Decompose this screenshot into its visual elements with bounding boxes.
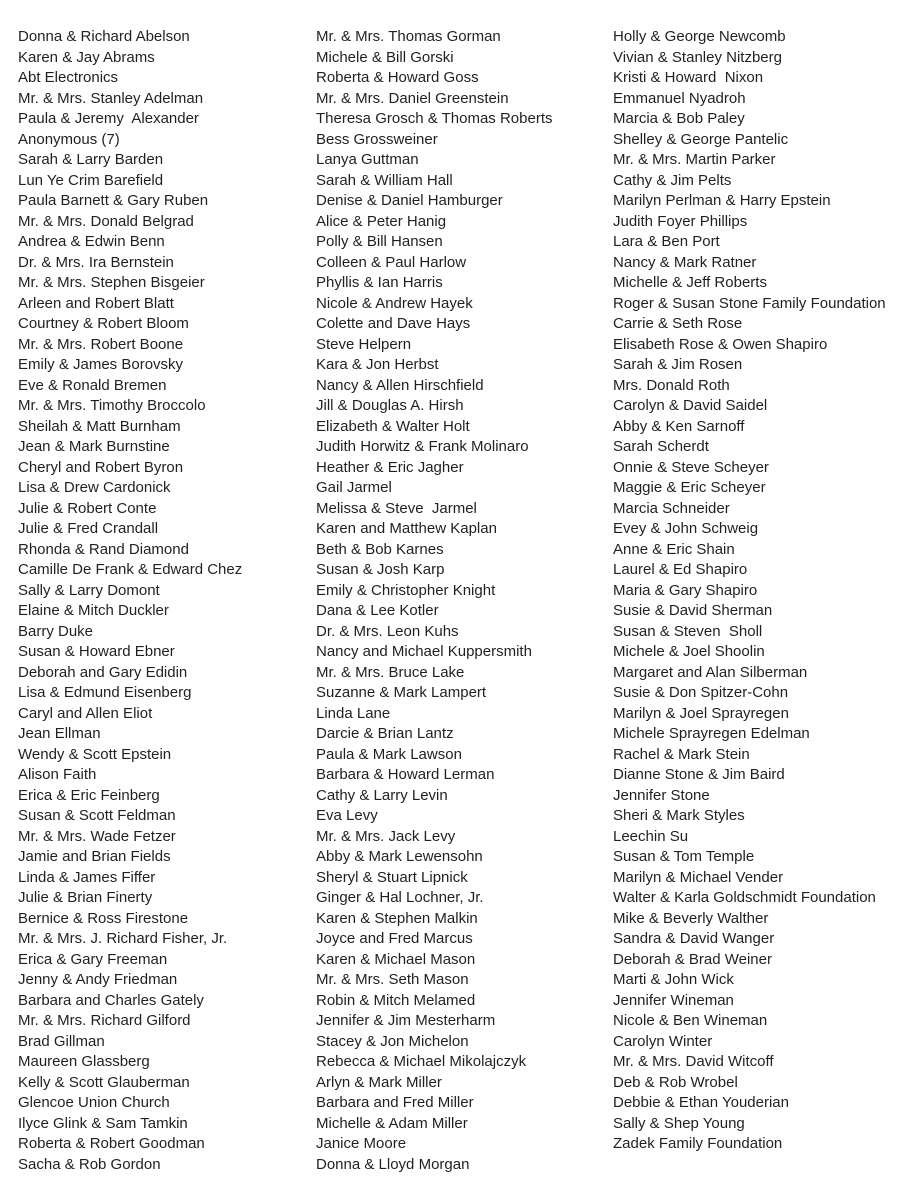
- donor-name: Alison Faith: [18, 766, 97, 783]
- donor-name: Sacha & Rob Gordon: [18, 1155, 161, 1173]
- donor-name: Dr. & Mrs. Ira Bernstein: [18, 253, 174, 271]
- donor-name: Mr. & Mrs. Bruce Lake: [316, 663, 465, 681]
- donor-name: Mrs. Donald Roth: [613, 376, 730, 394]
- donor-name: Kara & Jon Herbst: [316, 356, 439, 373]
- donor-name: Michelle & Jeff Roberts: [613, 274, 767, 291]
- donor-name: Emily & Christopher Knight: [316, 581, 496, 599]
- donor-name: Eva Levy: [316, 807, 378, 824]
- donor-name: Melissa & Steve Jarmel: [316, 499, 477, 517]
- donor-name: Evey & John Schweig: [613, 520, 759, 537]
- donor-name: Debbie & Ethan Youderian: [613, 1094, 789, 1111]
- donor-name: Robin & Mitch Melamed: [316, 991, 476, 1009]
- donor-name: Karen & Michael Mason: [316, 950, 476, 968]
- donor-name: Abby & Mark Lewensohn: [316, 848, 483, 865]
- donor-name: Darcie & Brian Lantz: [316, 725, 454, 742]
- donor-name: Marilyn & Michael Vender: [613, 868, 784, 886]
- donor-name: Dr. & Mrs. Leon Kuhs: [316, 622, 459, 640]
- donor-name: Maureen Glassberg: [18, 1053, 150, 1070]
- donor-name: Mr. & Mrs. Thomas Gorman: [316, 28, 501, 45]
- donor-name: Colleen & Paul Harlow: [316, 253, 467, 271]
- donor-column-2: [316, 27, 552, 1175]
- donor-name: Susie & Don Spitzer-Cohn: [613, 684, 789, 701]
- donor-name: Donna & Lloyd Morgan: [316, 1155, 470, 1173]
- donor-name: Anne & Eric Shain: [613, 540, 735, 558]
- donor-name: Kristi & Howard Nixon: [613, 69, 764, 86]
- donor-name: Jenny & Andy Friedman: [18, 971, 178, 988]
- donor-name: Mr. & Mrs. J. Richard Fisher, Jr.: [18, 930, 228, 947]
- donor-name: Denise & Daniel Hamburger: [316, 192, 503, 209]
- donor-name: Elizabeth & Walter Holt: [316, 417, 470, 435]
- donor-name: Joyce and Fred Marcus: [316, 930, 473, 947]
- donor-name: Carrie & Seth Rose: [613, 315, 743, 332]
- donor-name: Elaine & Mitch Duckler: [18, 602, 169, 619]
- donor-name: Marilyn Perlman & Harry Epstein: [613, 192, 831, 209]
- donor-name: Ilyce Glink & Sam Tamkin: [18, 1114, 188, 1132]
- donor-name: Roberta & Robert Goodman: [18, 1135, 205, 1152]
- donor-name: Margaret and Alan Silberman: [613, 663, 808, 681]
- donor-name: Deborah & Brad Weiner: [613, 950, 772, 968]
- donor-name: Sarah & Jim Rosen: [613, 356, 743, 373]
- donor-name: Onnie & Steve Scheyer: [613, 458, 769, 476]
- donor-name: Karen & Jay Abrams: [18, 48, 155, 66]
- donor-name: Walter & Karla Goldschmidt Foundation: [613, 889, 876, 906]
- donor-name: Karen & Stephen Malkin: [316, 909, 478, 927]
- donor-name: Mr. & Mrs. Donald Belgrad: [18, 212, 194, 230]
- donor-name: Holly & George Newcomb: [613, 28, 786, 45]
- donor-name: Arlyn & Mark Miller: [316, 1073, 442, 1091]
- donor-name: Jean Ellman: [18, 725, 101, 742]
- donor-name: Emily & James Borovsky: [18, 356, 184, 373]
- donor-name: Susan & Steven Sholl: [613, 622, 763, 640]
- donor-name: Sarah Scherdt: [613, 438, 709, 455]
- donor-name: Nancy and Michael Kuppersmith: [316, 643, 532, 660]
- donor-name: Polly & Bill Hansen: [316, 233, 443, 250]
- donor-name: Jill & Douglas A. Hirsh: [316, 397, 464, 414]
- donor-name: Sarah & Larry Barden: [18, 151, 164, 168]
- donor-name: Mr. & Mrs. Daniel Greenstein: [316, 89, 509, 107]
- donor-name: Michele & Joel Shoolin: [613, 643, 765, 660]
- donor-name: Courtney & Robert Bloom: [18, 315, 189, 332]
- donor-name: Vivian & Stanley Nitzberg: [613, 48, 782, 66]
- donor-name: Julie & Brian Finerty: [18, 889, 153, 906]
- donor-name: Carolyn & David Saidel: [613, 397, 768, 414]
- donor-name: Lun Ye Crim Barefield: [18, 171, 164, 189]
- donor-name: Erica & Eric Feinberg: [18, 786, 160, 804]
- donor-name: Leechin Su: [613, 827, 689, 845]
- donor-name: Barbara & Howard Lerman: [316, 766, 495, 783]
- donor-name: Barbara and Charles Gately: [18, 991, 204, 1009]
- donor-name: Jennifer Wineman: [613, 991, 734, 1009]
- donor-name: Jean & Mark Burnstine: [18, 438, 170, 455]
- donor-name: Camille De Frank & Edward Chez: [18, 561, 243, 578]
- donor-name: Alice & Peter Hanig: [316, 212, 447, 230]
- donor-name: Mr. & Mrs. Stephen Bisgeier: [18, 274, 205, 291]
- donor-name: Sarah & William Hall: [316, 171, 453, 189]
- donor-name: Janice Moore: [316, 1135, 407, 1152]
- donor-name: Nancy & Allen Hirschfield: [316, 376, 484, 394]
- donor-name: Abby & Ken Sarnoff: [613, 417, 745, 435]
- donor-column-1: [18, 27, 242, 1175]
- donor-name: Nancy & Mark Ratner: [613, 253, 757, 271]
- donor-name: Susan & Tom Temple: [613, 848, 755, 865]
- donor-name: Linda Lane: [316, 704, 391, 722]
- donor-name: Cathy & Jim Pelts: [613, 171, 732, 189]
- donor-name: Jennifer Stone: [613, 786, 710, 804]
- donor-name: Judith Foyer Phillips: [613, 212, 748, 230]
- donor-name: Marcia Schneider: [613, 499, 730, 517]
- donor-name: Paula & Jeremy Alexander: [18, 110, 199, 127]
- donor-name: Paula & Mark Lawson: [316, 745, 462, 763]
- donor-name: Sheilah & Matt Burnham: [18, 417, 181, 435]
- donor-name: Mr. & Mrs. David Witcoff: [613, 1053, 774, 1070]
- donor-name: Kelly & Scott Glauberman: [18, 1073, 190, 1091]
- donor-name: Barry Duke: [18, 622, 94, 640]
- donor-name: Lisa & Edmund Eisenberg: [18, 684, 192, 701]
- donor-name: Karen and Matthew Kaplan: [316, 520, 497, 537]
- donor-name: Dana & Lee Kotler: [316, 602, 439, 619]
- donor-name: Roger & Susan Stone Family Foundation: [613, 294, 886, 312]
- donor-name: Judith Horwitz & Frank Molinaro: [316, 438, 529, 455]
- donor-name: Mr. & Mrs. Robert Boone: [18, 335, 184, 353]
- donor-name: Heather & Eric Jagher: [316, 458, 464, 476]
- donor-name: Mr. & Mrs. Stanley Adelman: [18, 89, 204, 107]
- donor-name: Mike & Beverly Walther: [613, 909, 769, 927]
- donor-name: Sheri & Mark Styles: [613, 807, 745, 824]
- donor-name: Michele Sprayregen Edelman: [613, 725, 810, 742]
- donor-name: Jamie and Brian Fields: [18, 848, 171, 865]
- donor-name: Mr. & Mrs. Seth Mason: [316, 971, 469, 988]
- donor-name: Andrea & Edwin Benn: [18, 233, 165, 250]
- donor-name: Susan & Howard Ebner: [18, 643, 175, 660]
- donor-name: Cheryl and Robert Byron: [18, 458, 184, 476]
- donor-name: Steve Helpern: [316, 335, 412, 353]
- donor-name: Mr. & Mrs. Jack Levy: [316, 827, 456, 845]
- donor-name: Marcia & Bob Paley: [613, 110, 745, 127]
- donor-name: Nicole & Ben Wineman: [613, 1012, 768, 1029]
- donor-name: Mr. & Mrs. Martin Parker: [613, 151, 776, 168]
- donor-name: Theresa Grosch & Thomas Roberts: [316, 110, 553, 127]
- donor-name: Suzanne & Mark Lampert: [316, 684, 487, 701]
- donor-name: Maria & Gary Shapiro: [613, 581, 758, 599]
- donor-name: Brad Gillman: [18, 1032, 105, 1050]
- donor-name: Bernice & Ross Firestone: [18, 909, 189, 927]
- donor-name: Zadek Family Foundation: [613, 1135, 783, 1152]
- donor-name: Barbara and Fred Miller: [316, 1094, 474, 1111]
- donor-name: Phyllis & Ian Harris: [316, 274, 443, 291]
- donor-name: Glencoe Union Church: [18, 1094, 170, 1111]
- donor-name: Sally & Larry Domont: [18, 581, 160, 599]
- donor-name: Michelle & Adam Miller: [316, 1114, 468, 1132]
- donor-name: Laurel & Ed Shapiro: [613, 561, 748, 578]
- donor-name: Deb & Rob Wrobel: [613, 1073, 738, 1091]
- donor-name: Rhonda & Rand Diamond: [18, 540, 189, 558]
- donor-name: Marti & John Wick: [613, 971, 734, 988]
- donor-name: Rebecca & Michael Mikolajczyk: [316, 1053, 527, 1070]
- donor-name: Eve & Ronald Bremen: [18, 376, 167, 394]
- donor-name: Caryl and Allen Eliot: [18, 704, 153, 722]
- donor-name: Mr. & Mrs. Wade Fetzer: [18, 827, 176, 845]
- donor-name: Sally & Shep Young: [613, 1114, 745, 1132]
- donor-name: Marilyn & Joel Sprayregen: [613, 704, 789, 722]
- donor-name: Abt Electronics: [18, 69, 119, 86]
- donor-name: Lara & Ben Port: [613, 233, 720, 250]
- donor-name: Susie & David Sherman: [613, 602, 773, 619]
- donor-name: Ginger & Hal Lochner, Jr.: [316, 889, 484, 906]
- donor-name: Sheryl & Stuart Lipnick: [316, 868, 468, 886]
- donor-name: Wendy & Scott Epstein: [18, 745, 172, 763]
- donor-name: Michele & Bill Gorski: [316, 48, 454, 66]
- donor-name: Anonymous (7): [18, 130, 120, 148]
- donor-name: Susan & Josh Karp: [316, 561, 445, 578]
- donor-name: Lisa & Drew Cardonick: [18, 479, 171, 496]
- donor-name: Emmanuel Nyadroh: [613, 89, 746, 107]
- donor-name: Nicole & Andrew Hayek: [316, 294, 473, 312]
- donor-name: Jennifer & Jim Mesterharm: [316, 1012, 496, 1029]
- donor-name: Susan & Scott Feldman: [18, 807, 176, 824]
- donor-name: Cathy & Larry Levin: [316, 786, 448, 804]
- donor-name: Julie & Fred Crandall: [18, 520, 159, 537]
- donor-name: Dianne Stone & Jim Baird: [613, 766, 785, 783]
- donor-name: Donna & Richard Abelson: [18, 28, 190, 45]
- donor-name: Arleen and Robert Blatt: [18, 294, 174, 312]
- donor-name: Rachel & Mark Stein: [613, 745, 750, 763]
- donor-name: Mr. & Mrs. Richard Gilford: [18, 1012, 191, 1029]
- donor-name: Carolyn Winter: [613, 1032, 713, 1050]
- donor-name: Gail Jarmel: [316, 479, 392, 496]
- donor-name: Paula Barnett & Gary Ruben: [18, 192, 209, 209]
- donor-name: Maggie & Eric Scheyer: [613, 479, 766, 496]
- donor-name: Elisabeth Rose & Owen Shapiro: [613, 335, 828, 353]
- donor-name: Beth & Bob Karnes: [316, 540, 444, 558]
- donor-name: Julie & Robert Conte: [18, 499, 157, 517]
- donor-name: Linda & James Fiffer: [18, 868, 156, 886]
- donor-name: Lanya Guttman: [316, 151, 419, 168]
- donor-name: Mr. & Mrs. Timothy Broccolo: [18, 397, 206, 414]
- donor-name: Sandra & David Wanger: [613, 930, 775, 947]
- donor-name: Erica & Gary Freeman: [18, 950, 168, 968]
- donor-name: Bess Grossweiner: [316, 130, 438, 148]
- donor-name: Roberta & Howard Goss: [316, 69, 479, 86]
- donor-name: Colette and Dave Hays: [316, 315, 471, 332]
- donor-name: Stacey & Jon Michelon: [316, 1032, 469, 1050]
- donor-column-3: [613, 27, 886, 1155]
- donor-name: Shelley & George Pantelic: [613, 130, 789, 148]
- donor-name: Deborah and Gary Edidin: [18, 663, 188, 681]
